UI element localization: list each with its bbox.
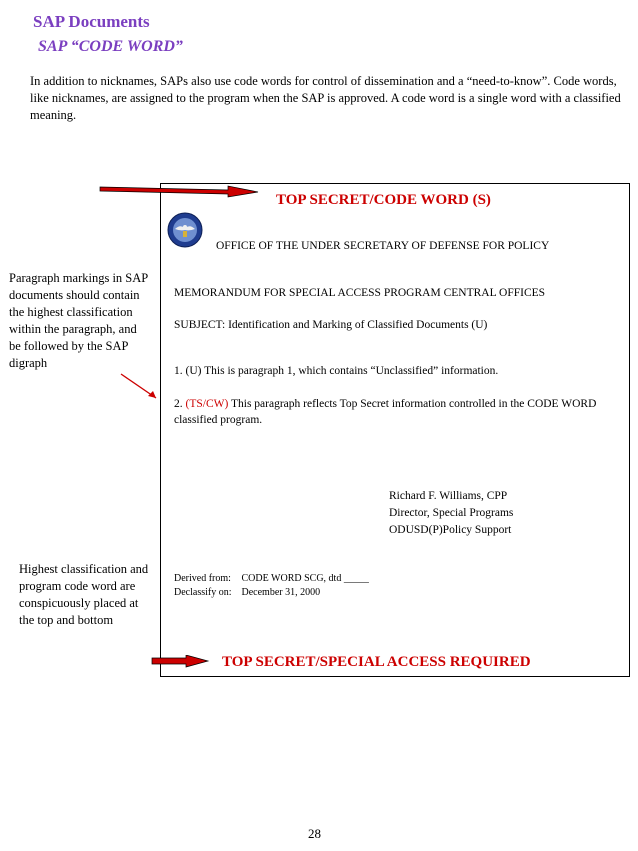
signature-name: Richard F. Williams, CPP bbox=[389, 490, 508, 502]
page-number: 28 bbox=[308, 826, 321, 841]
declassify-on-label: Declassify on: bbox=[174, 587, 232, 598]
declassify-on-value: December 31, 2000 bbox=[241, 587, 321, 598]
paragraph-2-number: 2. bbox=[174, 398, 186, 410]
classification-banner-bottom: TOP SECRET/SPECIAL ACCESS REQUIRED bbox=[222, 654, 531, 670]
office-line: OFFICE OF THE UNDER SECRETARY OF DEFENSE FOR POLICY bbox=[216, 240, 550, 252]
arrow-top-icon bbox=[98, 184, 263, 198]
dod-seal-icon bbox=[167, 212, 203, 248]
derived-from-value: CODE WORD SCG, dtd _____ bbox=[241, 573, 369, 584]
memorandum-line: MEMORANDUM FOR SPECIAL ACCESS PROGRAM CENTRAL OFFICES bbox=[174, 287, 546, 299]
signature-block bbox=[389, 488, 513, 539]
paragraph-2-marking: (TS/CW) bbox=[185, 398, 229, 410]
paragraph-2-text: This paragraph reflects Top Secret information controlled in the CODE WORD classified program. bbox=[174, 398, 597, 426]
arrow-para-icon bbox=[118, 371, 163, 403]
classification-authority-block bbox=[174, 572, 379, 600]
intro-paragraph: In addition to nicknames, SAPs also use code words for control of dissemination and a “need-to-know”. Code words, like nicknames, are assigned to the program when the SAP is approved. A code word is a single word with a classified meaning. bbox=[30, 74, 621, 122]
signature-office: ODUSD(P)Policy Support bbox=[389, 524, 512, 536]
classification-banner-top: TOP SECRET/CODE WORD (S) bbox=[276, 192, 491, 208]
arrow-bottom-icon bbox=[150, 655, 212, 669]
side-note-paragraph-markings: Paragraph markings in SAP documents should contain the highest classification within the paragraph, and be followed by the SAP digraph bbox=[9, 271, 148, 370]
derived-from-label: Derived from: bbox=[174, 573, 231, 584]
side-note-banner-placement: Highest classification and program code word are conspicuously placed at the top and bottom bbox=[19, 562, 149, 627]
paragraph-2 bbox=[174, 396, 624, 428]
paragraph-1: 1. (U) This is paragraph 1, which contains “Unclassified” information. bbox=[174, 365, 499, 377]
signature-title: Director, Special Programs bbox=[389, 507, 514, 519]
subject-line: SUBJECT: Identification and Marking of Classified Documents (U) bbox=[174, 319, 488, 331]
section-subheading: SAP “CODE WORD” bbox=[38, 38, 183, 55]
section-heading: SAP Documents bbox=[33, 12, 150, 31]
memo-frame bbox=[160, 183, 630, 677]
